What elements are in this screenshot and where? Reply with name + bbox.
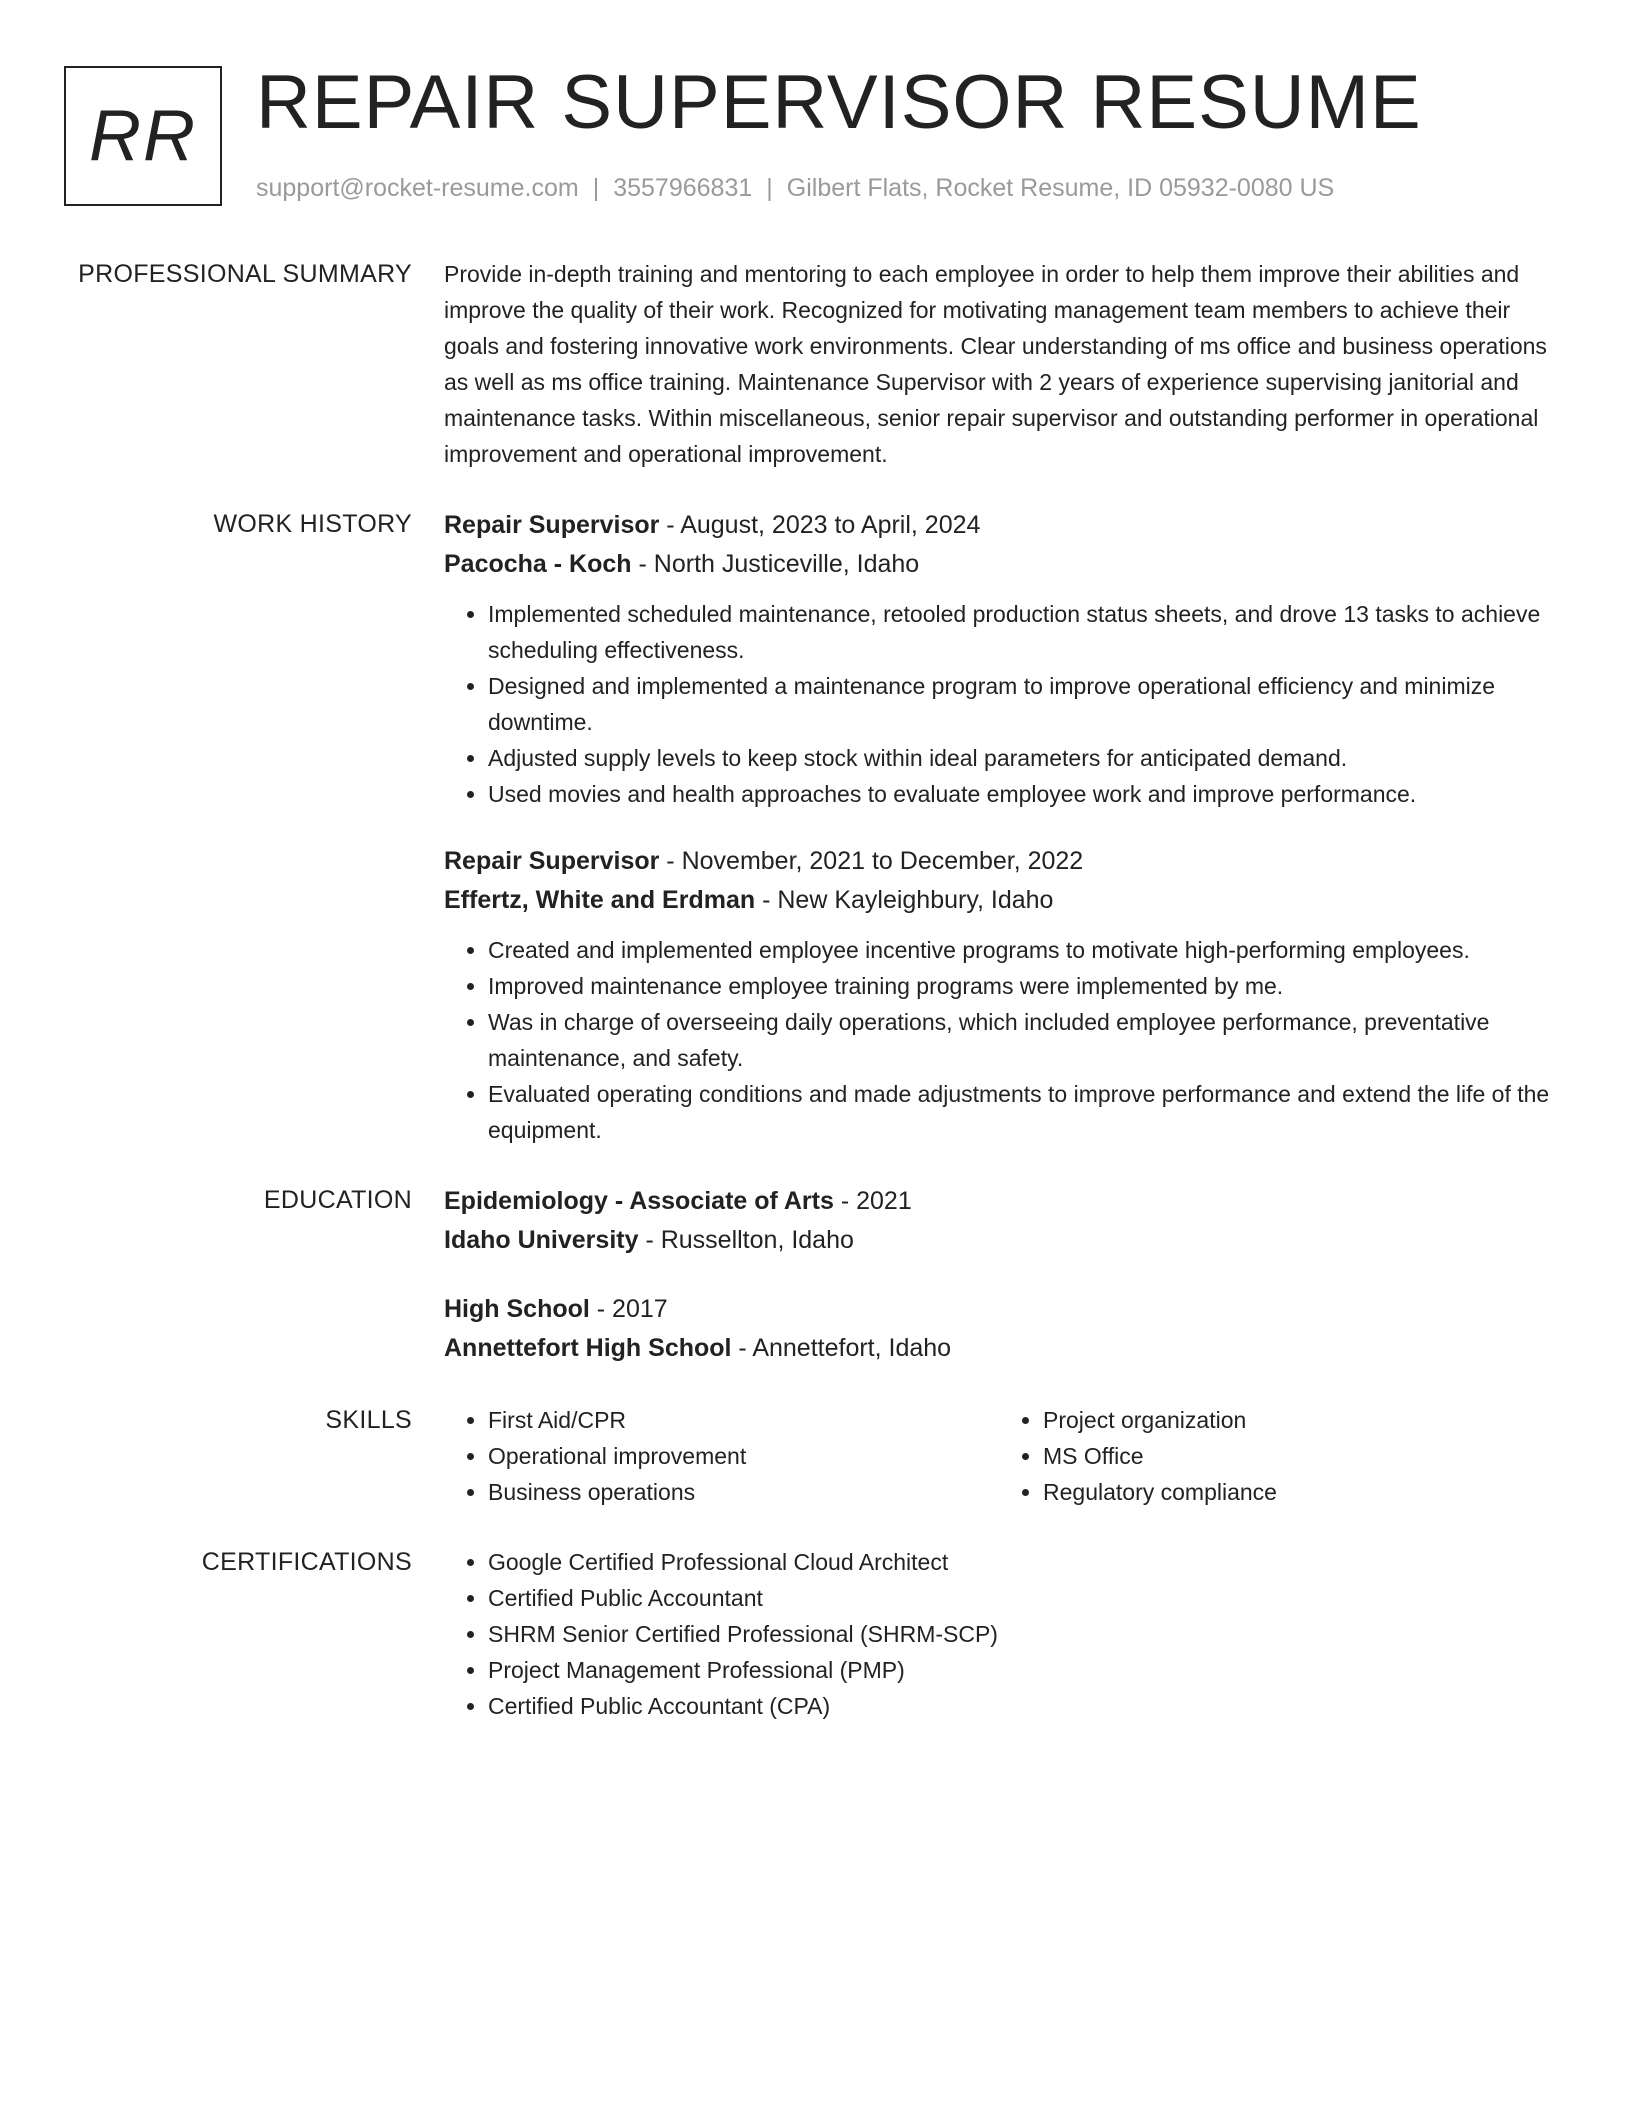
section-summary bbox=[0, 256, 1632, 472]
job-bullet: • Designed and implemented a maintenance program to improve operational efficiency and minimize downtime. bbox=[488, 668, 1554, 740]
section-skills bbox=[0, 1402, 1632, 1510]
job-dates: - August, 2023 to April, 2024 bbox=[659, 511, 981, 539]
section-work-history bbox=[0, 506, 1632, 1148]
education-school: Idaho University bbox=[444, 1226, 639, 1254]
education-year: - 2021 bbox=[833, 1187, 912, 1215]
job-title-line bbox=[444, 506, 1554, 545]
job-company-line bbox=[444, 881, 1554, 920]
education-year: - 2017 bbox=[589, 1295, 668, 1323]
education-school-line bbox=[444, 1329, 1554, 1368]
job-bullet: • Adjusted supply levels to keep stock within ideal parameters for anticipated demand. bbox=[488, 740, 1554, 776]
certification-item: • SHRM Senior Certified Professional (SHRM-SCP) bbox=[488, 1616, 1554, 1652]
section-label-work-history: WORK HISTORY bbox=[213, 510, 412, 538]
job-dates: - November, 2021 to December, 2022 bbox=[659, 847, 1084, 875]
certification-item: • Google Certified Professional Cloud Architect bbox=[488, 1544, 1554, 1580]
education-school: Annettefort High School bbox=[444, 1334, 732, 1362]
education-entry bbox=[444, 1182, 1554, 1260]
education-degree: Epidemiology - Associate of Arts bbox=[444, 1187, 834, 1215]
contact-phone[interactable]: 3557966831 bbox=[613, 174, 753, 202]
skill-item: • MS Office bbox=[1043, 1438, 1554, 1474]
job-bullet: • Was in charge of overseeing daily operations, which included employee performance, preventative maintenance, and safety. bbox=[488, 1004, 1554, 1076]
job-company-line bbox=[444, 545, 1554, 584]
education-entry bbox=[444, 1290, 1554, 1368]
education-degree-line bbox=[444, 1182, 1554, 1221]
education-location: - Annettefort, Idaho bbox=[731, 1334, 952, 1362]
certification-item: • Project Management Professional (PMP) bbox=[488, 1652, 1554, 1688]
job-bullet: • Created and implemented employee incentive programs to motivate high-performing employees. bbox=[488, 932, 1554, 968]
skill-item: • Regulatory compliance bbox=[1043, 1474, 1554, 1510]
job-bullets bbox=[444, 932, 1554, 1148]
job-bullets bbox=[444, 596, 1554, 812]
education-location: - Russellton, Idaho bbox=[638, 1226, 854, 1254]
skill-item: • Project organization bbox=[1043, 1402, 1554, 1438]
skill-item: • Business operations bbox=[488, 1474, 999, 1510]
job-title: Repair Supervisor bbox=[444, 511, 660, 539]
job-location: - North Justiceville, Idaho bbox=[631, 550, 920, 578]
contact-line bbox=[256, 174, 1334, 203]
job-bullet: • Improved maintenance employee training programs were implemented by me. bbox=[488, 968, 1554, 1004]
summary-text: Provide in-depth training and mentoring to each employee in order to help them improve their abilities and improve the quality of their work. Recognized for motivating management team members to achieve their goals and fostering innovative work environments. Clear understanding of ms office and business operations as well as ms office training. Maintenance Supervisor with 2 years of experience supervising janitorial and maintenance tasks. Within miscellaneous, senior repair supervisor and outstanding performer in operational improvement and operational improvement. bbox=[444, 261, 1547, 467]
section-education bbox=[0, 1182, 1632, 1368]
job-title-line bbox=[444, 842, 1554, 881]
section-label-skills: SKILLS bbox=[325, 1406, 412, 1434]
contact-address: Gilbert Flats, Rocket Resume, ID 05932-0080 US bbox=[786, 174, 1335, 202]
job-title: Repair Supervisor bbox=[444, 847, 660, 875]
skill-item: • First Aid/CPR bbox=[488, 1402, 999, 1438]
certification-item: • Certified Public Accountant (CPA) bbox=[488, 1688, 1554, 1724]
section-certifications bbox=[0, 1544, 1632, 1724]
job-bullet: • Implemented scheduled maintenance, retooled production status sheets, and drove 13 tasks to achieve scheduling effectiveness. bbox=[488, 596, 1554, 668]
contact-separator: | bbox=[766, 174, 773, 202]
resume-content bbox=[0, 256, 1632, 1758]
contact-email[interactable]: support@rocket-resume.com bbox=[256, 174, 579, 202]
page-title: REPAIR SUPERVISOR RESUME bbox=[256, 60, 1422, 145]
certifications-list bbox=[444, 1544, 1554, 1724]
job-entry bbox=[444, 842, 1554, 1148]
monogram-logo: RR bbox=[64, 66, 222, 206]
job-entry bbox=[444, 506, 1554, 812]
skill-item: • Operational improvement bbox=[488, 1438, 999, 1474]
section-label-education: EDUCATION bbox=[263, 1186, 412, 1214]
job-company: Pacocha - Koch bbox=[444, 550, 632, 578]
job-location: - New Kayleighbury, Idaho bbox=[755, 886, 1054, 914]
skills-list-right bbox=[999, 1402, 1554, 1510]
job-company: Effertz, White and Erdman bbox=[444, 886, 756, 914]
certification-item: • Certified Public Accountant bbox=[488, 1580, 1554, 1616]
section-label-certifications: CERTIFICATIONS bbox=[201, 1548, 412, 1576]
education-school-line bbox=[444, 1221, 1554, 1260]
skills-list-left bbox=[444, 1402, 999, 1510]
contact-separator: | bbox=[592, 174, 600, 202]
section-label-summary: PROFESSIONAL SUMMARY bbox=[78, 260, 412, 288]
education-degree: High School bbox=[444, 1295, 590, 1323]
education-degree-line bbox=[444, 1290, 1554, 1329]
job-bullet: • Evaluated operating conditions and made adjustments to improve performance and extend the life of the equipment. bbox=[488, 1076, 1554, 1148]
job-bullet: • Used movies and health approaches to evaluate employee work and improve performance. bbox=[488, 776, 1554, 812]
